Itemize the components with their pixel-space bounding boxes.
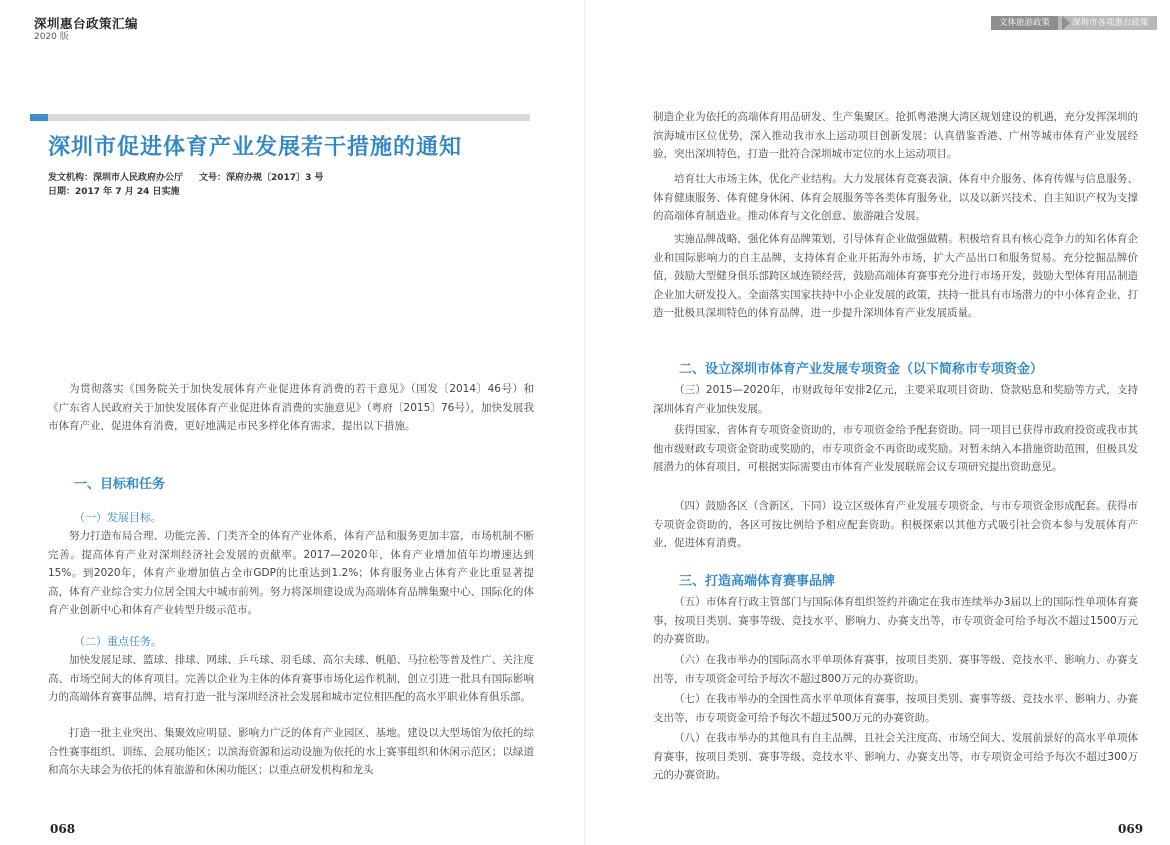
paragraph-matching-funds: 获得国家、省体育专项资金资助的，市专项资金给予配套资助。同一项目已获得市政府投资或我市其他市级财政专项资金资助或奖励的，市专项资金不再资助或奖励。对暂未纳入本措施资助范围，但极具发展潜力的体育项目，可根据实际需要由市体育产业发展联席会议专项研究提出资助意见。 bbox=[653, 424, 1138, 473]
right-page bbox=[585, 0, 1170, 845]
book-year: 2020 版 bbox=[34, 32, 69, 42]
page-number-right: 069 bbox=[1118, 822, 1144, 836]
subsection-heading-1: （一）发展目标。 bbox=[74, 511, 162, 524]
doc-number: 文号：深府办规〔2017〕3 号 bbox=[199, 173, 324, 183]
item-5: （五）市体育行政主管部门与国际体育组织签约并确定在我市连续举办3届以上的国际性单项体育赛事，按项目类别、赛事等级、竞技水平、影响力、办赛支出等，市专项资金可给予每次不超过1500万元的办赛资助。 bbox=[653, 596, 1138, 645]
section-heading-2: 二、设立深圳市体育产业发展专项资金（以下简称市专项资金） bbox=[679, 362, 1044, 377]
document-meta-line-1 bbox=[48, 170, 323, 183]
issuer: 发文机构：深圳市人民政府办公厅 bbox=[48, 173, 184, 183]
item-8: （八）在我市举办的其他具有自主品牌，且社会关注度高、市场空间大、发展前景好的高水平单项体育赛事，按项目类别、赛事等级、竞技水平、影响力、办赛支出等，市专项资金可给予每次不超过300万元的办赛资助。 bbox=[653, 732, 1138, 781]
subsection-heading-2: （二）重点任务。 bbox=[74, 635, 162, 648]
title-rule-accent bbox=[30, 114, 48, 121]
title-rule bbox=[30, 114, 530, 121]
section-heading-1: 一、目标和任务 bbox=[74, 477, 166, 492]
item-6: （六）在我市举办的国际高水平单项体育赛事，按项目类别、赛事等级、竞技水平、影响力、办赛支出等，市专项资金可给予每次不超过800万元的办赛资助。 bbox=[653, 654, 1138, 685]
tab-section: 深圳市各项惠台政策 bbox=[1058, 16, 1157, 30]
section-heading-3: 三、打造高端体育赛事品牌 bbox=[679, 574, 836, 589]
paragraph-tasks-2: 打造一批主业突出、集聚效应明显、影响力广泛的体育产业园区、基地。建设以大型场馆为依托的综合性赛事组织、训练、会展功能区；以滨海资源和运动设施为依托的水上赛事组织和休闲示范区；以绿道和高尔夫球会为依托的体育旅游和休闲功能区；以重点研发机构和龙头 bbox=[48, 727, 534, 776]
paragraph-goals: 努力打造布局合理、功能完善、门类齐全的体育产业体系，体育产品和服务更加丰富，市场机制不断完善。提高体育产业对深圳经济社会发展的贡献率。2017—2020年，体育产业增加值年均增速达到15%。到2020年，体育产业增加值占全市GDP的比重达到1.2%；体育服务业占体育产业比重显著提高，体育产业综合实力位居全国大中城市前列。努力将深圳建设成为高端体育品牌集聚中心、国际化的体育产业创新中心和体育产业转型升级示范市。 bbox=[48, 530, 534, 616]
tab-category: 文体旅游政策 bbox=[991, 16, 1058, 30]
document-date: 日期：2017 年 7 月 24 日实施 bbox=[48, 187, 180, 197]
intro-paragraph: 为贯彻落实《国务院关于加快发展体育产业促进体育消费的若干意见》（国发〔2014〕46号）和《广东省人民政府关于加快发展体育产业促进体育消费的实施意见》（粤府〔2015〕76号），加快发展我市体育产业，促进体育消费，更好地满足市民多样化体育需求，提出以下措施。 bbox=[48, 383, 534, 432]
paragraph-continued: 制造企业为依托的高端体育用品研发、生产集聚区。抢抓粤港澳大湾区规划建设的机遇，充分发挥深圳的滨海城市区位优势，深入推动我市水上运动项目创新发展；认真借鉴香港、广州等城市体育产业发展经验，突出深圳特色，打造一批符合深圳城市定位的水上运动项目。 bbox=[653, 111, 1138, 160]
paragraph-market: 培育壮大市场主体，优化产业结构。大力发展体育竞赛表演、体育中介服务、体育传媒与信息服务、体育健康服务、体育健身休闲、体育会展服务等各类体育服务业，以及以新兴技术、自主知识产权为支撑的高端体育制造业。推动体育与文化创意、旅游融合发展。 bbox=[653, 173, 1138, 222]
book-title: 深圳惠台政策汇编 bbox=[34, 16, 139, 31]
page-number-left: 068 bbox=[50, 822, 76, 836]
item-3: （三）2015—2020年，市财政每年安排2亿元，主要采取项目资助、贷款贴息和奖励等方式，支持深圳体育产业加快发展。 bbox=[653, 384, 1138, 415]
paragraph-brand: 实施品牌战略，强化体育品牌策划，引导体育企业做强做精。积极培育具有核心竞争力的知名体育企业和国际影响力的自主品牌，支持体育企业开拓海外市场，扩大产品出口和服务贸易。充分挖掘品牌价值，鼓励大型健身俱乐部跨区域连锁经营，鼓励高端体育赛事充分进行市场开发，鼓励大型体育用品制造企业加大研发投入。全面落实国家扶持中小企业发展的政策，扶持一批具有市场潜力的中小体育企业，打造一批极具深圳特色的体育品牌，进一步提升深圳体育产业发展质量。 bbox=[653, 233, 1138, 319]
item-4: （四）鼓励各区（含新区，下同）设立区级体育产业发展专项资金，与市专项资金形成配套。获得市专项资金资助的，各区可按比例给予相应配套资助。积极探索以其他方式吸引社会资本参与发展体育产业，促进体育消费。 bbox=[653, 500, 1138, 549]
item-7: （七）在我市举办的全国性高水平单项体育赛事，按项目类别、赛事等级、竞技水平、影响力、办赛支出等，市专项资金可给予每次不超过500万元的办赛资助。 bbox=[653, 693, 1138, 724]
paragraph-tasks-1: 加快发展足球、篮球、排球、网球、乒乓球、羽毛球、高尔夫球、帆船、马拉松等普及性广、关注度高、市场空间大的体育项目。完善以企业为主体的体育赛事市场化运作机制，创立引进一批具有国际影响力的高端体育赛事品牌，培育打造一批与深圳经济社会发展和城市定位相匹配的高水平职业体育俱乐部。 bbox=[48, 654, 534, 703]
document-title: 深圳市促进体育产业发展若干措施的通知 bbox=[48, 135, 463, 160]
